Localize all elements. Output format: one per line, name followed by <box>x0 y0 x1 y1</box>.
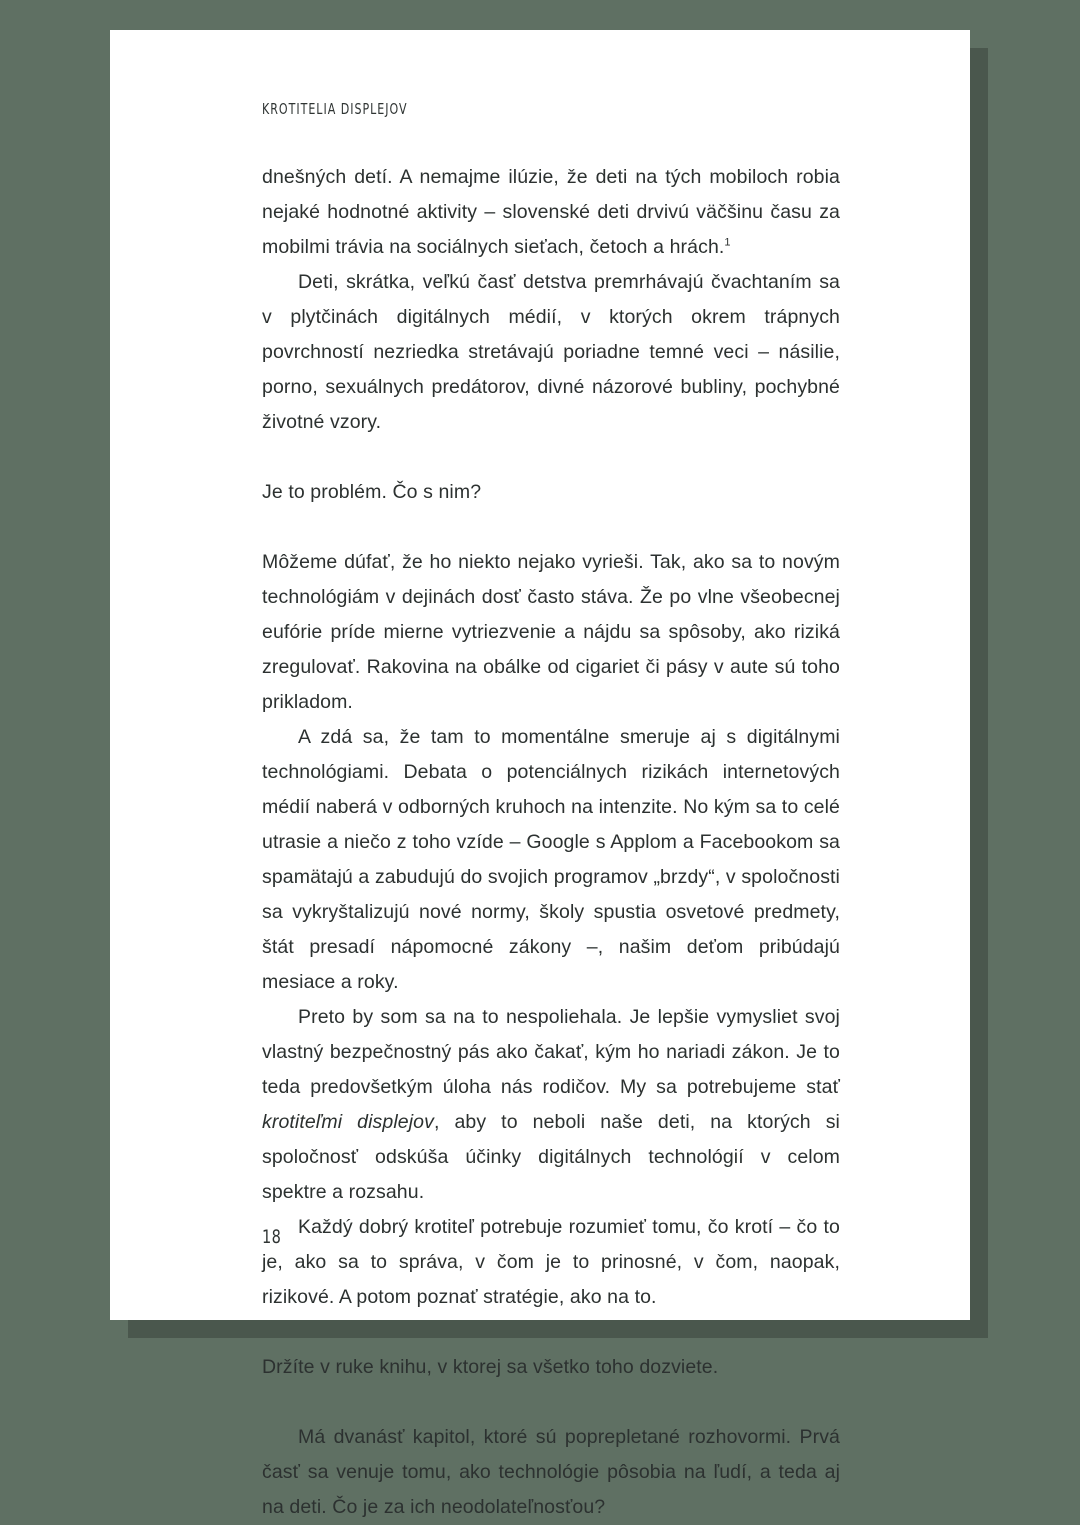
paragraph-text: A zdá sa, že tam to momentálne smeruje aj s digitálnymi technológiami. Debata o potenciálnych rizikách internetových médií naberá v odborných kruhoch na intenzite. No kým sa to celé utrasie a niečo z toho vzíde – Google s Applom a Facebookom sa spamätajú a zabudujú do svojich programov „brzdy“, v spoločnosti sa vykryštalizujú nové normy, školy spustia osvetové predmety, štát presadí nápomocné zákony –, našim deťom pribúdajú mesiace a roky. <box>262 726 840 993</box>
paragraph-text: Môžeme dúfať, že ho niekto nejako vyrieši. Tak, ako sa to novým technológiám v dejinách dosť často stáva. Že po vlne všeobecnej eufórie príde mierne vytriezvenie a nájdu sa spôsoby, ako riziká zregulovať. Rakovina na obálke od cigariet či pásy v aute sú toho prikladom. <box>262 551 840 713</box>
paragraph-9 <box>262 1420 840 1525</box>
page-content-area <box>262 100 860 1518</box>
paragraph-text: Deti, skrátka, veľkú časť detstva premrhávajú čvachtaním sa v plytčinách digitálnych médií, v ktorých okrem trápnych povrchností nezriedka stretávajú poriadne temné veci – násilie, porno, sexuálnych predátorov, divné názorové bubliny, pochybné životné vzory. <box>262 271 840 433</box>
book-page <box>110 30 970 1518</box>
paragraph-6 <box>262 1000 840 1210</box>
italic-phrase: krotiteľmi displejov <box>262 1111 434 1133</box>
paragraph-text: Je to problém. Čo s nim? <box>262 481 482 503</box>
paragraph-4 <box>262 545 840 720</box>
paragraph-8 <box>262 1350 840 1385</box>
paragraph-text: Každý dobrý krotiteľ potrebuje rozumieť tomu, čo krotí – čo to je, ako sa to správa, v čom je to prinosné, v čom, naopak, rizikové. A potom poznať stratégie, ako na to. <box>262 1216 840 1308</box>
paragraph-5 <box>262 720 840 1000</box>
running-head: KROTITELIA DISPLEJOV <box>262 100 408 118</box>
paragraph-text: Má dvanásť kapitol, ktoré sú poprepletané rozhovormi. Prvá časť sa venuje tomu, ako technológie pôsobia na ľudí, a teda aj na deti. Čo je za ich neodolateľnosťou? <box>262 1426 840 1518</box>
paragraph-text: dnešných detí. A nemajme ilúzie, že deti na tých mobiloch robia nejaké hodnotné aktivity – slovenské deti drvivú väčšinu času za mobilmi trávia na sociálnych sieťach, četoch a hrách.$^1$ <box>262 166 840 258</box>
paragraph-text: Držíte v ruke knihu, v ktorej sa všetko toho dozviete. <box>262 1356 719 1378</box>
paragraph-text-tail: , aby to neboli naše deti, na ktorých si spoločnosť odskúša účinky digitálnych technológií v celom spektre a rozsahu. <box>262 1111 840 1203</box>
body-text-column <box>262 160 840 1525</box>
paragraph-text-lead: Preto by som sa na to nespoliehala. Je lepšie vymysliet svoj vlastný bezpečnostný pás ako čakať, kým ho nariadi zákon. Je to teda predovšetkým úloha nás rodičov. My sa potrebujeme stať <box>262 1006 840 1098</box>
paragraph-7 <box>262 1210 840 1315</box>
paragraph-3 <box>262 475 840 510</box>
paragraph-2 <box>262 265 840 440</box>
book-page-container <box>110 30 970 1518</box>
paragraph-1 <box>262 160 840 265</box>
page-number: 18 <box>262 1226 282 1248</box>
